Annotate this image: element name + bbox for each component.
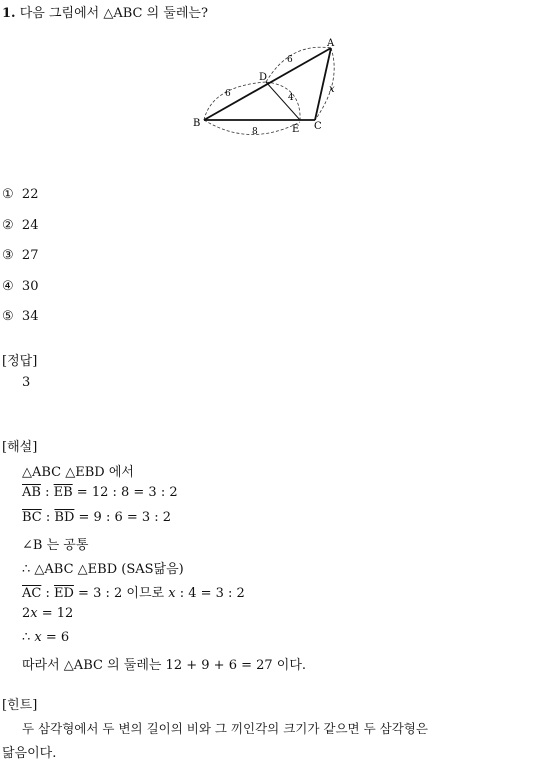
ratio-separator: : xyxy=(40,485,54,500)
length-db: 6 xyxy=(225,89,231,99)
explanation-line-7 xyxy=(22,606,73,621)
ratio-result: = 9 : 6 = 3 : 2 xyxy=(74,510,172,525)
ratio-separator: : xyxy=(41,510,55,525)
option-4-value: 30 xyxy=(21,279,39,294)
hint-line-2: 닮음이다. xyxy=(2,746,57,761)
segment-ac: $\overline{AC}$ xyxy=(22,586,42,601)
label-c: C xyxy=(314,121,322,132)
length-be: 8 xyxy=(252,127,258,137)
equation-rest: = 12 xyxy=(37,606,74,621)
option-4[interactable] xyxy=(2,279,38,294)
triangle-figure xyxy=(190,36,350,140)
option-5-marker: ⑤ xyxy=(2,309,14,324)
explanation-line-2 xyxy=(22,485,178,500)
segment-ed: $\overline{ED}$ xyxy=(54,586,74,601)
segment-ab: $\overline{AB}$ xyxy=(22,485,41,500)
label-a: A xyxy=(327,38,335,49)
label-e: E xyxy=(292,124,300,135)
ratio-result: = 12 : 8 = 3 : 2 xyxy=(72,485,178,500)
option-4-marker: ④ xyxy=(2,279,14,294)
answer-value: 3 xyxy=(22,375,31,390)
question xyxy=(2,2,208,21)
variable-x: x xyxy=(168,586,176,601)
option-2-marker: ② xyxy=(2,218,14,233)
segment-bc: $\overline{BC}$ xyxy=(22,510,42,525)
ratio-separator: : xyxy=(41,586,54,601)
hint-label: [힌트] xyxy=(2,698,38,713)
option-3-value: 27 xyxy=(21,248,39,263)
explanation-line-6 xyxy=(22,582,245,601)
label-b: B xyxy=(193,118,201,129)
variable-x: x xyxy=(30,606,38,621)
segment-de xyxy=(266,82,300,120)
ratio-middle: = 3 : 2 이므로 xyxy=(73,586,169,601)
segment-eb: $\overline{EB}$ xyxy=(53,485,73,500)
option-1-marker: ① xyxy=(2,187,14,202)
equation-rest: = 6 xyxy=(41,630,70,645)
question-text: 다음 그림에서 △ABC 의 둘레는? xyxy=(19,6,208,21)
coefficient: 2 xyxy=(22,606,31,621)
explanation-line-3 xyxy=(22,510,171,525)
option-3[interactable] xyxy=(2,248,38,263)
option-5[interactable] xyxy=(2,309,38,324)
option-3-marker: ③ xyxy=(2,248,14,263)
option-2[interactable] xyxy=(2,218,38,233)
option-2-value: 24 xyxy=(21,218,39,233)
length-de: 4 xyxy=(288,93,294,103)
option-1-value: 22 xyxy=(21,187,39,202)
explanation-line-9: 따라서 △ABC 의 둘레는 12 + 9 + 6 = 27 이다. xyxy=(22,658,307,673)
therefore-symbol: ∴ xyxy=(22,630,35,645)
answer-label: [정답] xyxy=(2,354,38,369)
option-5-value: 34 xyxy=(21,309,39,324)
label-d: D xyxy=(259,72,268,83)
explanation-line-4: ∠B 는 공통 xyxy=(22,538,89,553)
length-ac: x xyxy=(329,84,335,95)
explanation-line-8 xyxy=(22,630,69,645)
length-ad: 6 xyxy=(287,55,293,65)
ratio-result: : 4 = 3 : 2 xyxy=(175,586,245,601)
explanation-line-5: ∴ △ABC △EBD (SAS닮음) xyxy=(22,562,184,577)
question-number: 1. xyxy=(2,6,16,21)
hint-line-1: 두 삼각형에서 두 변의 길이의 비와 그 끼인각의 크기가 같으면 두 삼각형은 xyxy=(22,721,428,736)
variable-x: x xyxy=(34,630,42,645)
explanation-label: [해설] xyxy=(2,440,38,455)
segment-bd: $\overline{BD}$ xyxy=(54,510,75,525)
arc-ad xyxy=(266,47,331,82)
triangle-diagram xyxy=(190,36,350,140)
explanation-line-1: △ABC △EBD 에서 xyxy=(22,465,134,480)
option-1[interactable] xyxy=(2,187,38,202)
